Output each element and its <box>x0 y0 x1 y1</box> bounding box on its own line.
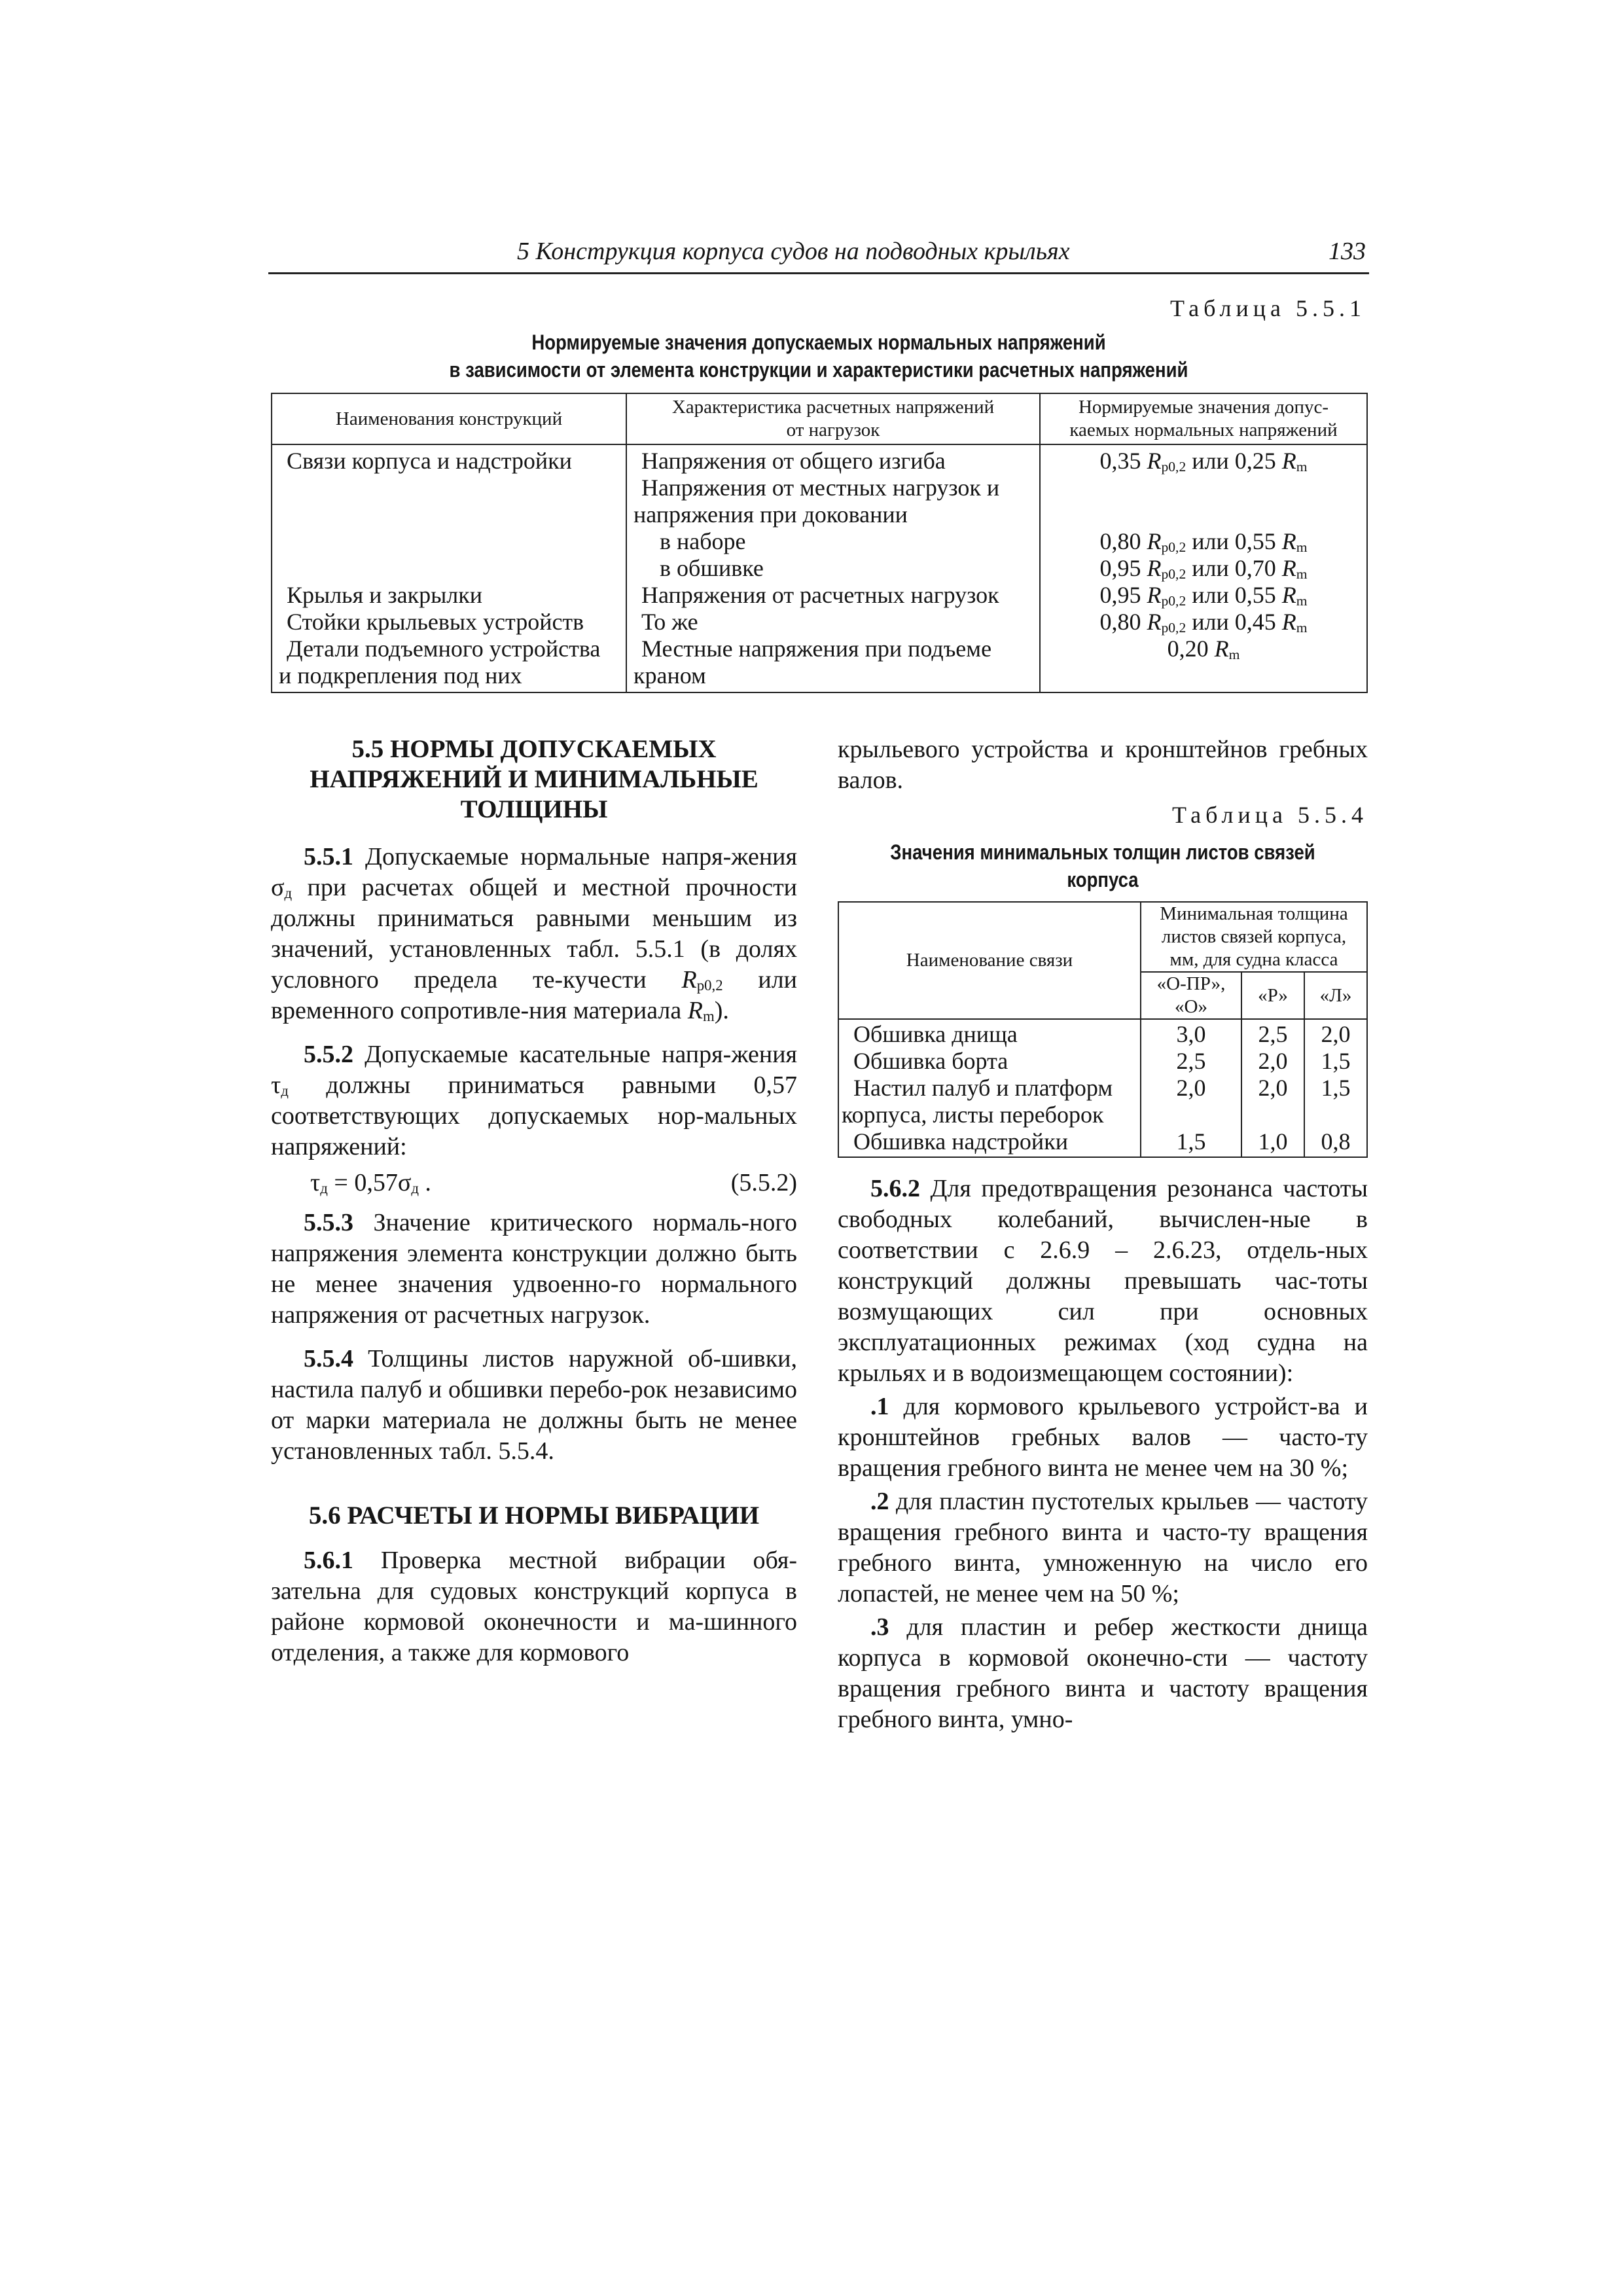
clause-number: 5.5.1 <box>304 843 353 870</box>
table-5-5-1-label: Таблица 5.5.1 <box>1170 295 1366 321</box>
list-item-1: .1 для кормового крыльевого устройст-ва и кронштейнов гребных валов — часто-ту вращения гребного винта не менее чем на 30 %; <box>838 1393 1368 1482</box>
table-header-row <box>272 393 1367 444</box>
paragraph-continuation: крыльевого устройства и кронштейнов гребных валов. <box>838 736 1368 794</box>
table-5-5-4 <box>838 901 1368 1158</box>
class-l-column: 2,0 1,5 1,5 0,8 <box>1304 1019 1367 1157</box>
left-column <box>271 734 797 1668</box>
running-header-title: 5 Конструкция корпуса судов на подводных крыльях <box>517 238 1070 265</box>
table-5-5-4-caption <box>875 838 1331 893</box>
list-item-2: .2 для пластин пустотелых крыльев — частоту вращения гребного винта и часто-ту вращения гребного винта, умноженную на число его лопастей, не менее чем на 50 %; <box>838 1488 1368 1607</box>
table-row <box>838 1019 1367 1157</box>
cell-text: и подкрепления под них <box>279 662 522 689</box>
table-header-cell <box>1040 393 1367 444</box>
cell-text: Напряжения от расчетных нагрузок <box>641 582 999 608</box>
stress-value: 0,95 $R_{p0,2}$ или 0,70 $R_m$ <box>1099 555 1308 582</box>
paragraph-5-5-2: 5.5.2 Допускаемые касательные напря-жения $\tau_д$ должны приниматься равными 0,57 соответствующих допускаемых нор-мальных напряжений: <box>271 1041 798 1160</box>
table-5-5-1 <box>271 393 1368 693</box>
cell-text: То же <box>641 609 698 635</box>
header-text: каемых нормальных напряжений <box>1069 420 1338 440</box>
cell-text: Напряжения от местных нагрузок и <box>641 475 1000 501</box>
paragraph-5-5-3: 5.5.3 Значение критического нормаль-ного напряжения элемента конструкции должно быть не менее значения удвоенно-го нормального напряжения от расчетных нагрузок. <box>271 1209 798 1329</box>
stress-value: 0,20 $R_m$ <box>1167 636 1240 662</box>
cell-text: Стойки крыльевых устройств <box>287 609 584 635</box>
clause-number: 5.5.3 <box>304 1209 353 1236</box>
paragraph-5-5-1: 5.5.1 Допускаемые нормальные напря-жения $\sigma_д$ при расчетах общей и местной прочности должны приниматься равными меньшим из значений, установленных табл. 5.5.1 (в долях условного предела те-кучести $R_{p0,2}$ или временного сопротивле-ния материала $R_m$). <box>271 843 798 1024</box>
formula-5-5-2: $\tau_д = 0,57\sigma_д$ . (5.5.2) <box>271 1168 797 1198</box>
heading-line: ТОЛЩИНЫ <box>460 795 608 823</box>
stress-value: 0,35 $R_{p0,2}$ или 0,25 $R_m$ <box>1099 448 1308 475</box>
caption-line: Значения минимальных толщин листов связей <box>890 840 1315 864</box>
stress-value: 0,95 $R_{p0,2}$ или 0,55 $R_m$ <box>1099 582 1308 609</box>
cell-text: в обшивке <box>660 555 764 581</box>
caption-line: корпуса <box>1067 868 1139 891</box>
cell-text: краном <box>633 662 706 689</box>
cell-text: напряжения при доковании <box>633 501 908 528</box>
stress-value: 0,80 $R_{p0,2}$ или 0,55 $R_m$ <box>1099 528 1308 555</box>
class-r-column: 2,5 2,0 2,0 1,0 <box>1241 1019 1304 1157</box>
stress-characteristic-column <box>626 444 1040 692</box>
link-name-column: Обшивка днища Обшивка борта Настил палуб и платформ корпуса, листы переборок Обшивка надстройки <box>838 1019 1141 1157</box>
table-5-5-4-label: Таблица 5.5.4 <box>1172 802 1368 828</box>
cell-text: Напряжения от общего изгиба <box>641 448 946 474</box>
table-header-row <box>838 902 1367 972</box>
clause-number: 5.5.4 <box>304 1345 353 1372</box>
heading-line: 5.5 НОРМЫ ДОПУСКАЕМЫХ <box>351 735 717 763</box>
item-number: .3 <box>870 1613 889 1641</box>
table-header-cell <box>626 393 1040 444</box>
table-5-5-1-caption <box>346 329 1293 384</box>
cell-text: Местные напряжения при подъеме <box>641 636 992 662</box>
page-number: 133 <box>1329 238 1366 265</box>
header-rule <box>268 272 1369 274</box>
table-row <box>272 444 1367 692</box>
clause-number: 5.5.2 <box>304 1041 353 1068</box>
paragraph-5-6-1: 5.6.1 Проверка местной вибрации обя-зательна для судовых конструкций корпуса в районе кормовой оконечности и ма-шинного отделения, а также для кормового <box>271 1547 798 1666</box>
item-number: .1 <box>870 1393 889 1420</box>
cell-text: Крылья и закрылки <box>287 582 483 608</box>
right-column <box>838 734 1368 1735</box>
clause-number: 5.6.2 <box>870 1175 920 1202</box>
section-5-6-heading: 5.6 РАСЧЕТЫ И НОРМЫ ВИБРАЦИИ <box>308 1501 760 1530</box>
heading-line: НАПРЯЖЕНИЙ И МИНИМАЛЬНЫЕ <box>310 765 758 793</box>
table-header-cell: Наименование связи <box>838 902 1141 1019</box>
table-header-cell: Наименования конструкций <box>272 393 626 444</box>
paragraph-5-5-4: 5.5.4 Толщины листов наружной об-шивки, настила палуб и обшивки перебо-рок независимо от марки материала не должны быть не менее установленных табл. 5.5.4. <box>271 1345 797 1465</box>
paragraph-5-6-2: 5.6.2 Для предотвращения резонанса частоты свободных колебаний, вычислен-ные в соответствии с 2.6.9 – 2.6.23, отдель-ных конструкций должны превышать час-тоты возмущающих сил при основных эксплуатационных режимах (ход судна на крыльях и в водоизмещающем состоянии): <box>838 1175 1368 1387</box>
header-text: Характеристика расчетных напряжений <box>671 397 995 418</box>
formula-number: (5.5.2) <box>730 1169 797 1196</box>
clause-number: 5.6.1 <box>304 1547 353 1574</box>
class-header: «О-ПР», «О» <box>1141 972 1241 1019</box>
stress-value: 0,80 $R_{p0,2}$ или 0,45 $R_m$ <box>1099 609 1308 636</box>
caption-line: в зависимости от элемента конструкции и характеристики расчетных напряжений <box>449 358 1188 382</box>
cell-text: Детали подъемного устройства <box>287 636 601 662</box>
item-number: .2 <box>870 1488 889 1515</box>
section-5-5-heading <box>271 734 797 825</box>
header-text: от нагрузок <box>786 420 880 440</box>
stress-value-column <box>1040 444 1367 692</box>
class-header: «Л» <box>1304 972 1367 1019</box>
table-header-cell: Минимальная толщина листов связей корпуса, мм, для судна класса <box>1141 902 1367 972</box>
cell-text: Связи корпуса и надстройки <box>287 448 572 474</box>
list-item-3: .3 для пластин и ребер жесткости днища корпуса в кормовой оконечно-сти — частоту вращения гребного винта и частоту вращения гребного винта, умно- <box>838 1613 1368 1733</box>
construction-column <box>272 444 626 692</box>
class-o-pr-column: 3,0 2,5 2,0 1,5 <box>1141 1019 1241 1157</box>
header-text: Нормируемые значения допус- <box>1078 397 1329 418</box>
caption-line: Нормируемые значения допускаемых нормальных напряжений <box>531 331 1106 354</box>
class-header: «Р» <box>1241 972 1304 1019</box>
cell-text: в наборе <box>660 528 746 554</box>
